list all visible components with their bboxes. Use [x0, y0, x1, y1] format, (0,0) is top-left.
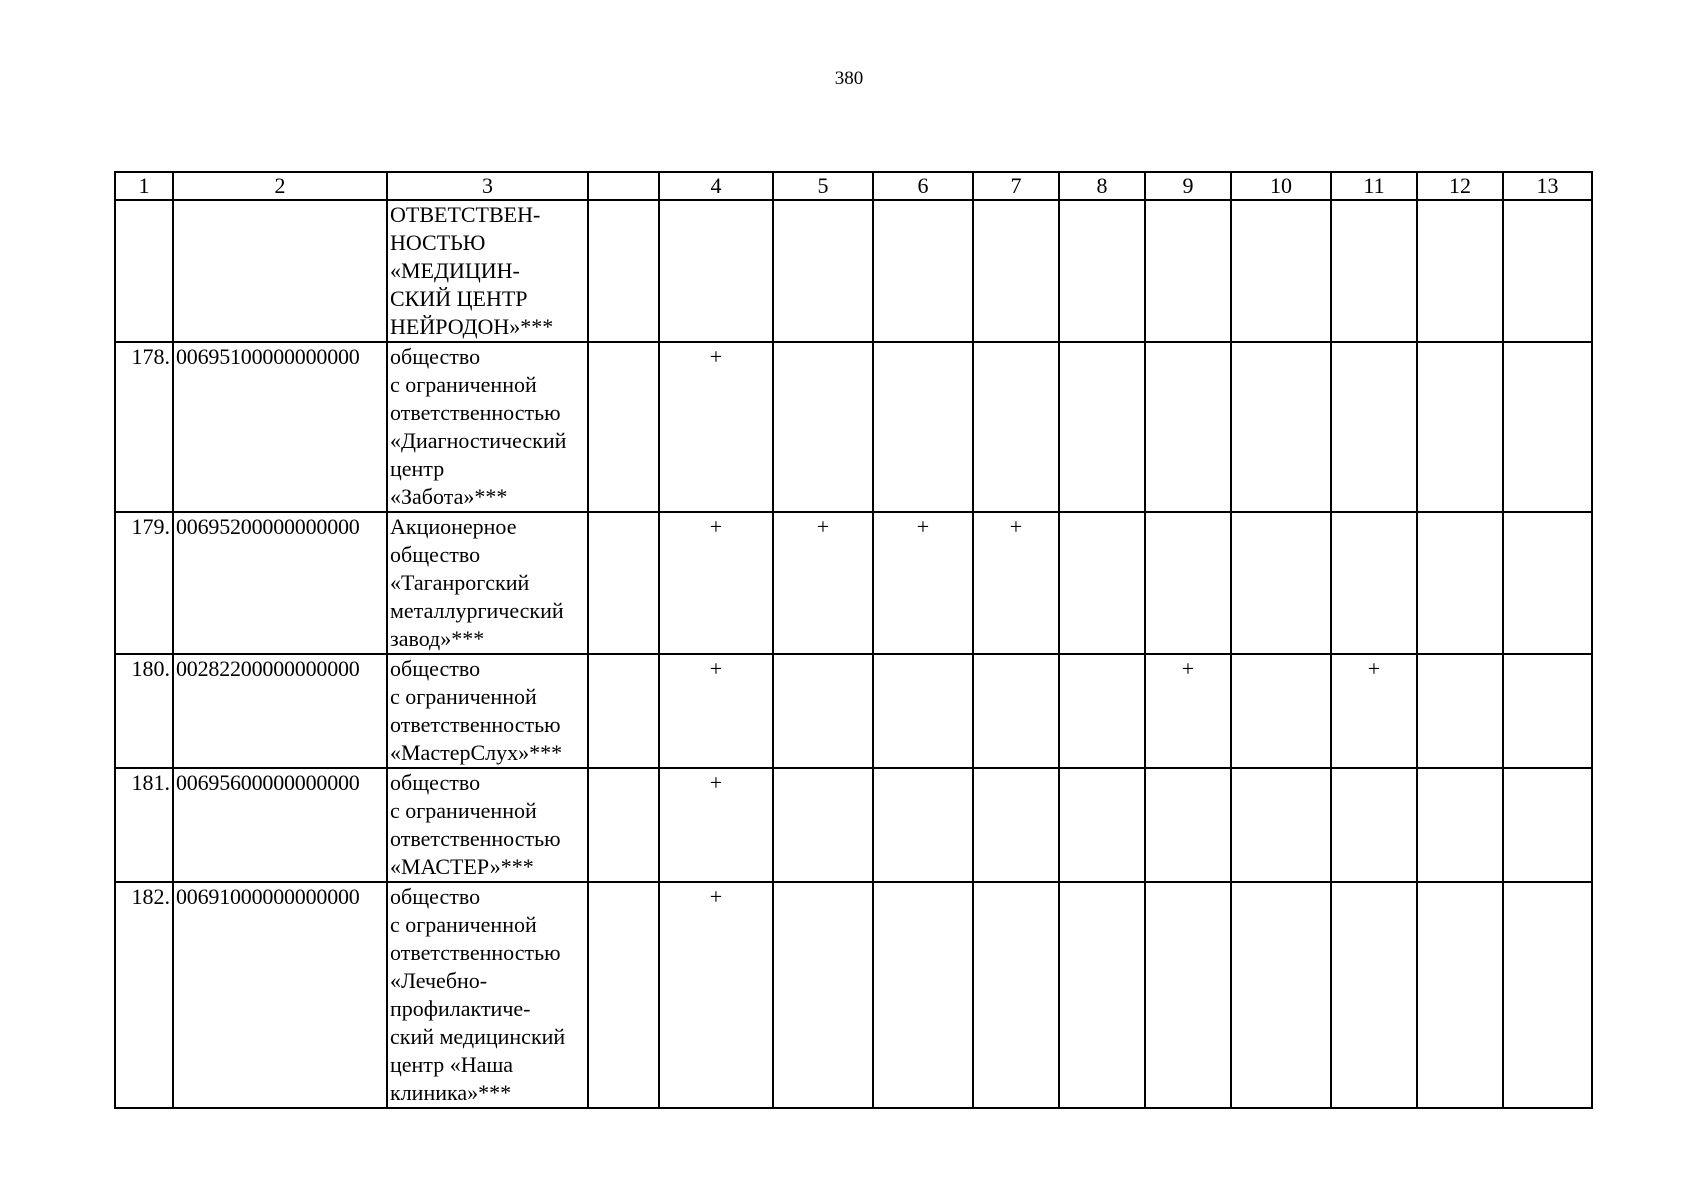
mark-cell: [1331, 882, 1417, 1108]
organization-code: 00695100000000000: [173, 342, 387, 512]
mark-cell: [588, 654, 659, 768]
registry-table: [114, 171, 1593, 1109]
mark-cell: [973, 200, 1059, 342]
mark-cell: [773, 200, 873, 342]
row-number: [115, 200, 173, 342]
mark-cell: [1059, 882, 1145, 1108]
mark-cell: +: [659, 512, 773, 654]
mark-cell: [1231, 768, 1331, 882]
table-row: [115, 200, 1592, 342]
mark-cell: [659, 200, 773, 342]
mark-cell: [588, 882, 659, 1108]
mark-cell: [773, 654, 873, 768]
mark-cell: [773, 882, 873, 1108]
mark-cell: [1231, 882, 1331, 1108]
mark-cell: [588, 342, 659, 512]
mark-cell: [773, 768, 873, 882]
mark-cell: [1417, 882, 1503, 1108]
table-row: [115, 882, 1592, 1108]
mark-cell: +: [1331, 654, 1417, 768]
mark-cell: [1503, 200, 1592, 342]
table-row: [115, 342, 1592, 512]
mark-cell: [1417, 654, 1503, 768]
mark-cell: [1417, 768, 1503, 882]
mark-cell: [1231, 200, 1331, 342]
organization-name: общество с ограниченной ответственностью «Диагностический центр «Забота»***: [387, 342, 588, 512]
mark-cell: [1231, 342, 1331, 512]
column-header: 13: [1503, 172, 1592, 200]
mark-cell: [973, 654, 1059, 768]
column-header: 4: [659, 172, 773, 200]
row-number: 179.: [115, 512, 173, 654]
organization-code: 00695600000000000: [173, 768, 387, 882]
mark-cell: +: [659, 882, 773, 1108]
mark-cell: [873, 768, 973, 882]
mark-cell: [1503, 512, 1592, 654]
mark-cell: [1145, 342, 1231, 512]
mark-cell: [1145, 768, 1231, 882]
mark-cell: [1331, 512, 1417, 654]
mark-cell: [1059, 342, 1145, 512]
mark-cell: [1417, 512, 1503, 654]
mark-cell: [1231, 654, 1331, 768]
mark-cell: [973, 768, 1059, 882]
mark-cell: [588, 512, 659, 654]
mark-cell: [1145, 200, 1231, 342]
mark-cell: [588, 200, 659, 342]
row-number: 180.: [115, 654, 173, 768]
column-header: 2: [173, 172, 387, 200]
mark-cell: [1331, 342, 1417, 512]
mark-cell: [1417, 342, 1503, 512]
column-header: 3: [387, 172, 588, 200]
mark-cell: [1145, 882, 1231, 1108]
mark-cell: [1503, 654, 1592, 768]
mark-cell: [773, 342, 873, 512]
row-number: 181.: [115, 768, 173, 882]
mark-cell: [973, 882, 1059, 1108]
organization-code: 00695200000000000: [173, 512, 387, 654]
mark-cell: [1059, 768, 1145, 882]
table-row: [115, 768, 1592, 882]
column-header: 9: [1145, 172, 1231, 200]
mark-cell: [1503, 768, 1592, 882]
organization-name: общество с ограниченной ответственностью «МастерСлух»***: [387, 654, 588, 768]
mark-cell: +: [1145, 654, 1231, 768]
organization-name: Акционерное общество «Таганрогский металлургический завод»***: [387, 512, 588, 654]
column-header: 8: [1059, 172, 1145, 200]
mark-cell: [1059, 200, 1145, 342]
mark-cell: +: [659, 342, 773, 512]
mark-cell: [1503, 342, 1592, 512]
mark-cell: [1417, 200, 1503, 342]
mark-cell: [1145, 512, 1231, 654]
row-number: 178.: [115, 342, 173, 512]
mark-cell: +: [973, 512, 1059, 654]
mark-cell: [973, 342, 1059, 512]
mark-cell: [1331, 768, 1417, 882]
table-row: [115, 654, 1592, 768]
page-number: 380: [834, 68, 864, 89]
organization-code: 00691000000000000: [173, 882, 387, 1108]
organization-name: общество с ограниченной ответственностью «МАСТЕР»***: [387, 768, 588, 882]
mark-cell: [873, 654, 973, 768]
organization-code: [173, 200, 387, 342]
mark-cell: [1503, 882, 1592, 1108]
mark-cell: [873, 882, 973, 1108]
column-header: 11: [1331, 172, 1417, 200]
mark-cell: [873, 342, 973, 512]
mark-cell: [873, 200, 973, 342]
table-row: [115, 512, 1592, 654]
column-header: 1: [115, 172, 173, 200]
organization-code: 00282200000000000: [173, 654, 387, 768]
organization-name: ОТВЕТСТВЕН- НОСТЬЮ «МЕДИЦИН- СКИЙ ЦЕНТР НЕЙРОДОН»***: [387, 200, 588, 342]
mark-cell: +: [659, 768, 773, 882]
mark-cell: [1059, 654, 1145, 768]
column-header: 12: [1417, 172, 1503, 200]
column-header: 5: [773, 172, 873, 200]
mark-cell: [1059, 512, 1145, 654]
mark-cell: [1331, 200, 1417, 342]
mark-cell: +: [773, 512, 873, 654]
column-header: [588, 172, 659, 200]
mark-cell: +: [873, 512, 973, 654]
column-number-row: [115, 172, 1592, 200]
column-header: 10: [1231, 172, 1331, 200]
row-number: 182.: [115, 882, 173, 1108]
column-header: 6: [873, 172, 973, 200]
mark-cell: [1231, 512, 1331, 654]
mark-cell: +: [659, 654, 773, 768]
organization-name: общество с ограниченной ответственностью «Лечебно- профилактиче- ский медицинский центр «Наша клиника»***: [387, 882, 588, 1108]
mark-cell: [588, 768, 659, 882]
column-header: 7: [973, 172, 1059, 200]
